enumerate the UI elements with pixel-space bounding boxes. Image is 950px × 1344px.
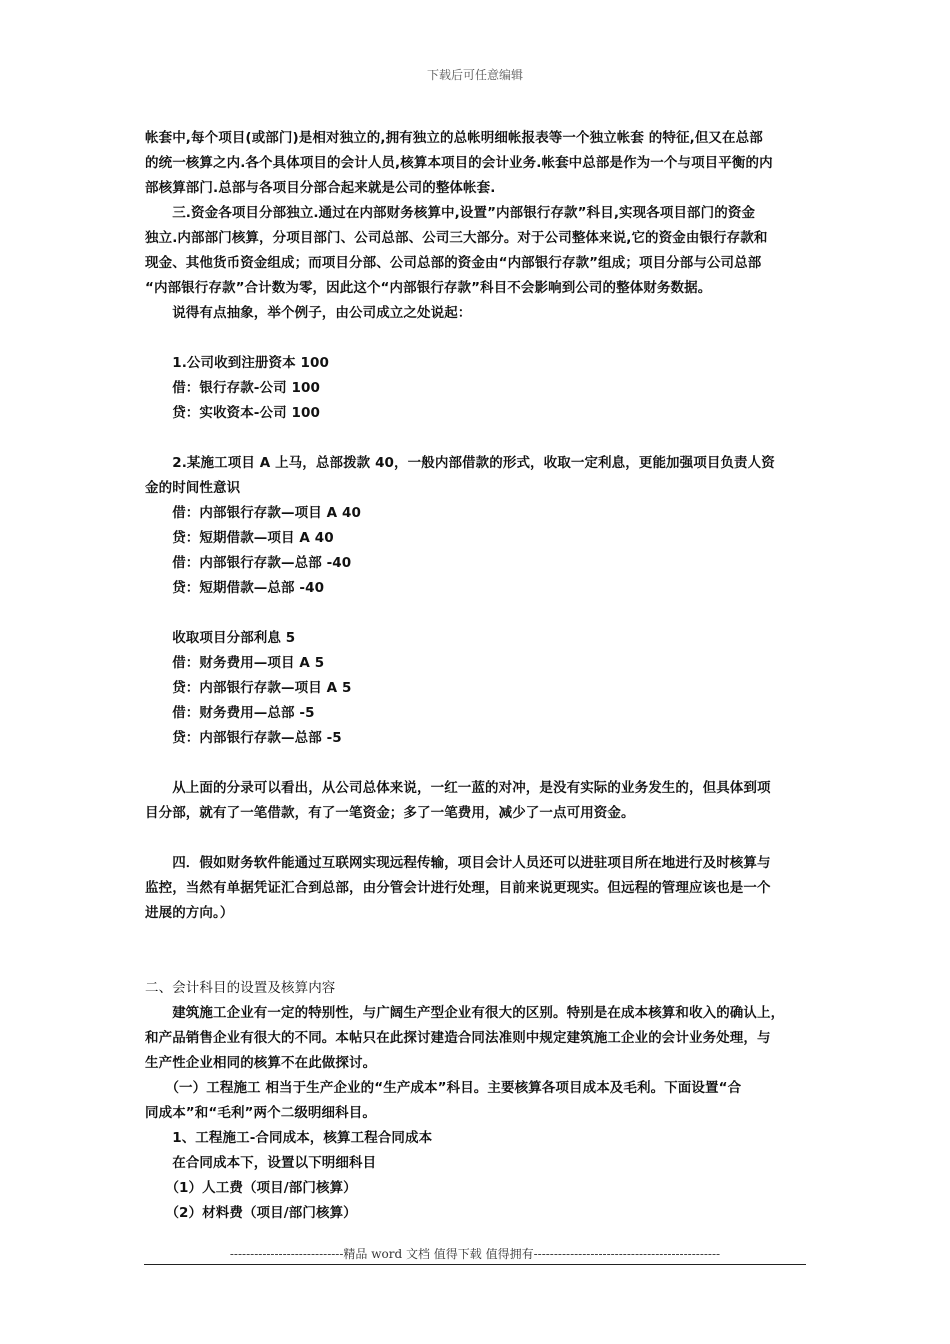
text-line: 独立.内部部门核算，分项目部门、公司总部、公司三大部分。对于公司整体来说,它的资金由银行存款和: [145, 230, 768, 246]
text-line: 收取项目分部利息 5: [145, 630, 296, 646]
text-line: 和产品销售企业有很大的不同。本帖只在此探讨建造合同法准则中规定建筑施工企业的会计业务处理，与: [145, 1030, 771, 1046]
text-line: 借：内部银行存款—总部 -40: [145, 555, 352, 571]
text-line: 1.公司收到注册资本 100: [145, 355, 330, 371]
text-line: 四．假如财务软件能通过互联网实现远程传输，项目会计人员还可以进驻项目所在地进行及时核算与: [145, 855, 771, 871]
text-line: 生产性企业相同的核算不在此做探讨。: [145, 1055, 377, 1071]
text-line: 三.资金各项目分部独立.通过在内部财务核算中,设置”内部银行存款”科目,实现各项目部门的资金: [145, 205, 756, 221]
text-line: 1、工程施工-合同成本，核算工程合同成本: [145, 1130, 433, 1146]
text-line: 从上面的分录可以看出，从公司总体来说，一红一蓝的对冲，是没有实际的业务发生的，但具体到项: [145, 780, 771, 796]
text-line: 说得有点抽象，举个例子，由公司成立之处说起：: [145, 305, 472, 321]
text-line: 进展的方向。）: [145, 905, 234, 921]
text-line: 2.某施工项目 A 上马，总部拨款 40，一般内部借款的形式，收取一定利息，更能加强项目负责人资: [145, 455, 775, 471]
text-line: 同成本”和“毛利”两个二级明细科目。: [145, 1105, 376, 1121]
text-line: 部核算部门.总部与各项目分部合起来就是公司的整体帐套.: [145, 180, 496, 196]
text-line: 监控，当然有单据凭证汇合到总部，由分管会计进行处理，目前来说更现实。但远程的管理应该也是一个: [145, 880, 771, 896]
text-line: 借：内部银行存款—项目 A 40: [145, 505, 361, 521]
text-line: 帐套中,每个项目(或部门)是相对独立的,拥有独立的总帐明细帐报表等一个独立帐套 的特征,但又在总部: [145, 130, 763, 146]
text-line: 建筑施工企业有一定的特别性，与广阔生产型企业有很大的区别。特别是在成本核算和收入的确认上，: [145, 1005, 785, 1021]
text-line: 贷：短期借款—项目 A 40: [145, 530, 334, 546]
text-line: （2）材料费（项目/部门核算）: [145, 1205, 357, 1221]
text-line: 金的时间性意识: [145, 480, 241, 496]
text-line: 借：财务费用—项目 A 5: [145, 655, 325, 671]
text-line: 借：财务费用—总部 -5: [145, 705, 315, 721]
text-line: 的统一核算之内.各个具体项目的会计人员,核算本项目的会计业务.帐套中总部是作为一个与项目平衡的内: [145, 155, 773, 171]
text-line: 贷：内部银行存款—总部 -5: [145, 730, 342, 746]
text-line: 现金、其他货币资金组成；而项目分部、公司总部的资金由“内部银行存款”组成；项目分部与公司总部: [145, 255, 762, 271]
text-line: 目分部，就有了一笔借款，有了一笔资金；多了一笔费用，减少了一点可用资金。: [145, 805, 635, 821]
text-line: 贷：实收资本-公司 100: [145, 405, 320, 421]
page-footer: ----------------------------精品 word 文档 值得下载 值得拥有----------------------------------------------: [229, 1247, 721, 1261]
text-line: 贷：内部银行存款—项目 A 5: [145, 680, 352, 696]
text-line: 贷：短期借款—总部 -40: [145, 580, 325, 596]
footer-divider: [144, 1264, 806, 1265]
page-header: 下载后可任意编辑: [426, 68, 523, 82]
section-heading: 二、会计科目的设置及核算内容: [145, 980, 336, 996]
text-line: “内部银行存款”合计数为零，因此这个“内部银行存款”科目不会影响到公司的整体财务数据。: [145, 280, 712, 296]
text-line: （1）人工费（项目/部门核算）: [145, 1180, 357, 1196]
text-line: 借：银行存款-公司 100: [145, 380, 320, 396]
text-line: （一）工程施工 相当于生产企业的“生产成本”科目。主要核算各项目成本及毛利。下面设置“合: [145, 1080, 742, 1096]
text-line: 在合同成本下，设置以下明细科目: [145, 1155, 377, 1171]
